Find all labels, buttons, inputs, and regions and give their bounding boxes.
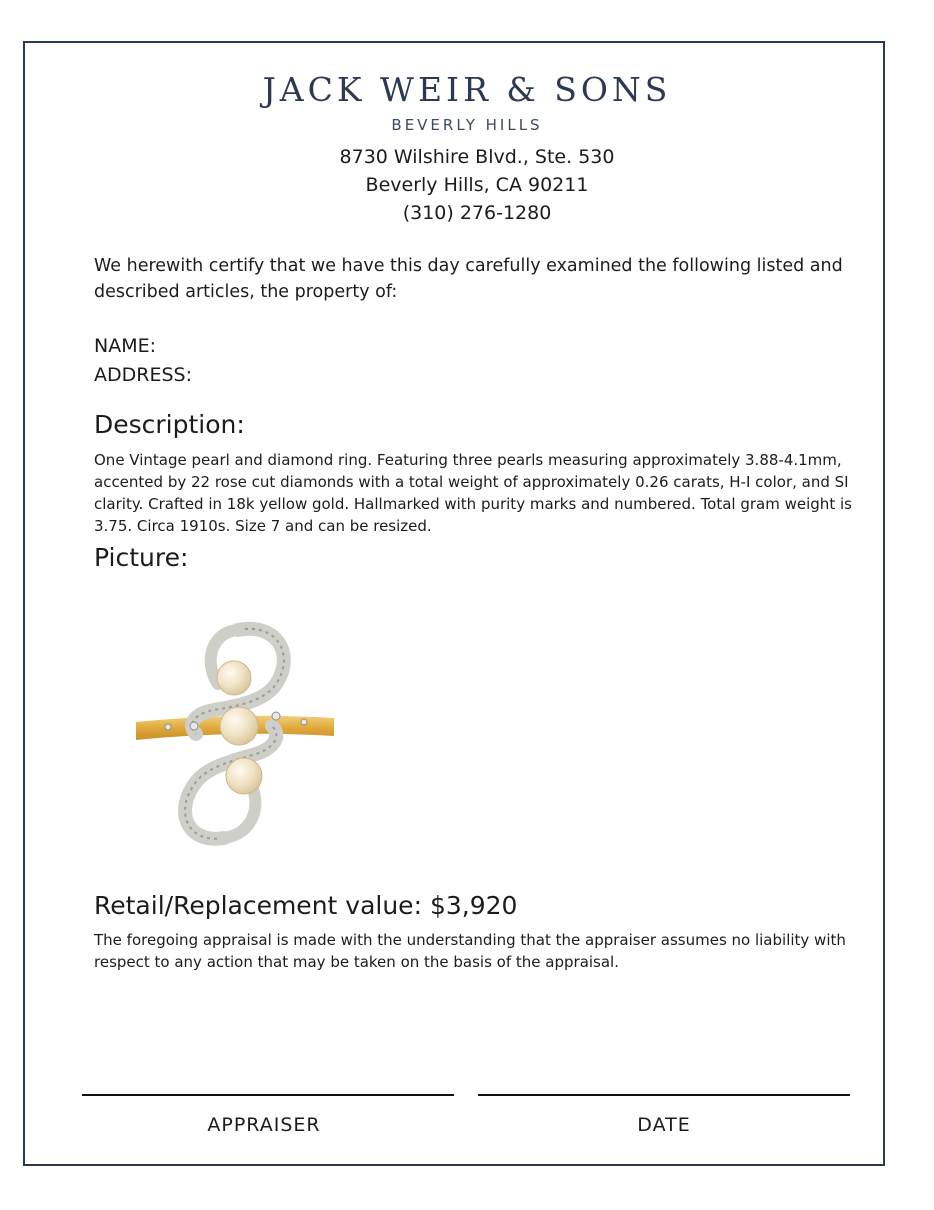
picture-heading: Picture: [94,543,189,572]
brand-subtitle: BEVERLY HILLS [391,116,543,134]
date-label: DATE [637,1114,691,1136]
brand-title: JACK WEIR & SONS [262,70,672,109]
name-label: NAME: [94,335,157,357]
appraisal-disclaimer: The foregoing appraisal is made with the understanding that the appraiser assumes no liability with respect to any action that may be taken on the basis of the appraisal. [94,931,846,971]
phone-number: (310) 276-1280 [402,202,552,224]
appraiser-signature-line [82,1094,454,1096]
address-line-2: Beverly Hills, CA 90211 [365,174,589,196]
appraiser-label: APPRAISER [207,1114,321,1136]
certification-text: We herewith certify that we have this day carefully examined the following listed and described articles, the property of: [94,256,843,302]
retail-value: Retail/Replacement value: $3,920 [94,891,518,920]
description-heading: Description: [94,410,245,439]
date-signature-line [478,1094,850,1096]
address-label: ADDRESS: [94,364,192,386]
ring-photo [126,614,344,850]
address-line-1: 8730 Wilshire Blvd., Ste. 530 [339,146,615,168]
description-body: One Vintage pearl and diamond ring. Featuring three pearls measuring approximately 3.88-4.1mm, accented by 22 rose cut diamonds with a total weight of approximately 0.26 carats, H-I color, and SI clarity. Crafted in 18k yellow gold. Hallmarked with purity marks and numbered. Total gram weight is 3.75. Circa 1910s. Size 7 and can be resized. [94,451,852,535]
